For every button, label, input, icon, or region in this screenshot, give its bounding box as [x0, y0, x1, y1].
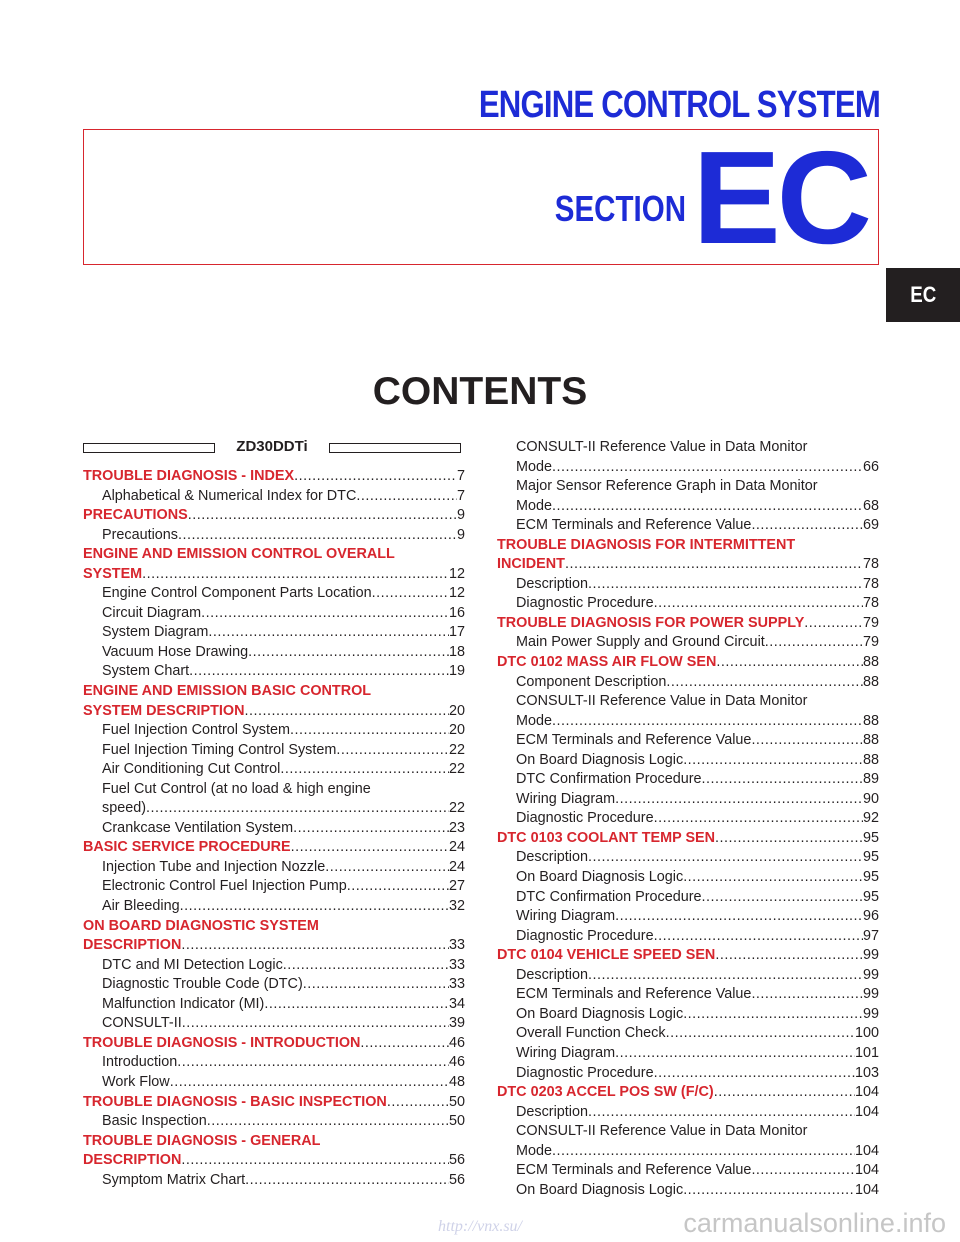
toc-page-number: 16 — [448, 604, 465, 621]
toc-entry-title: Mode — [516, 497, 552, 514]
toc-entry[interactable] — [83, 741, 465, 761]
toc-entry-title: Wiring Diagram — [516, 908, 616, 925]
toc-entry-title: Diagnostic Procedure — [516, 595, 654, 612]
toc-leader-dots — [347, 877, 449, 897]
toc-entry[interactable] — [497, 751, 879, 771]
toc-page-number: 7 — [456, 468, 465, 484]
toc-leader-dots — [666, 1024, 855, 1044]
toc-leader-dots — [716, 653, 863, 673]
toc-entry[interactable] — [83, 604, 465, 624]
toc-page-number: 33 — [448, 937, 465, 954]
toc-leader-dots — [280, 760, 449, 780]
toc-leader-dots — [142, 565, 449, 585]
toc-page-number: 12 — [448, 565, 465, 582]
toc-leader-dots — [181, 1151, 449, 1171]
toc-entry[interactable] — [497, 497, 879, 517]
toc-entry[interactable] — [497, 1103, 879, 1123]
toc-leader-dots — [751, 1161, 855, 1181]
toc-page-number: 50 — [448, 1093, 465, 1110]
toc-page-number: 17 — [448, 624, 465, 641]
toc-entry-title: Electronic Control Fuel Injection Pump — [102, 878, 347, 895]
toc-entry-title: On Board Diagnosis Logic — [516, 751, 684, 768]
toc-page-number: 18 — [448, 643, 465, 660]
toc-section-heading[interactable] — [83, 506, 465, 526]
section-code: EC — [692, 124, 868, 271]
toc-entry[interactable] — [497, 692, 879, 712]
toc-leader-dots — [552, 497, 863, 517]
toc-page-number: 95 — [862, 888, 879, 905]
toc-page-number: 9 — [456, 507, 465, 524]
toc-section-heading[interactable] — [497, 536, 879, 556]
toc-page-number: 22 — [448, 800, 465, 817]
toc-entry-title: Diagnostic Procedure — [516, 927, 654, 944]
toc-page-number: 104 — [854, 1103, 879, 1120]
toc-page-number: 101 — [854, 1044, 879, 1061]
toc-page-number: 88 — [862, 712, 879, 729]
toc-entry-title: DESCRIPTION — [83, 1152, 182, 1169]
toc-page-number: 27 — [448, 878, 465, 895]
toc-entry[interactable] — [497, 985, 879, 1005]
toc-leader-dots — [654, 1064, 855, 1084]
toc-entry-title: Fuel Injection Control System — [102, 722, 290, 739]
toc-left-column — [83, 467, 465, 1190]
toc-entry[interactable] — [83, 1171, 465, 1191]
toc-page-number: 33 — [448, 976, 465, 993]
toc-section-heading[interactable] — [83, 702, 465, 722]
toc-page-number: 56 — [448, 1152, 465, 1169]
toc-leader-dots — [615, 907, 863, 927]
toc-entry-title: ENGINE AND EMISSION CONTROL OVERALL — [83, 546, 395, 563]
toc-page-number: 7 — [456, 487, 465, 504]
toc-page-number: 104 — [854, 1142, 879, 1159]
toc-entry-title: Component Description — [516, 673, 667, 690]
toc-leader-dots — [552, 1142, 855, 1162]
toc-entry-title: speed) — [102, 800, 147, 817]
toc-page-number: 46 — [448, 1054, 465, 1071]
toc-entry-title: Air Bleeding — [102, 898, 180, 915]
toc-page-number: 78 — [862, 575, 879, 592]
model-bar — [83, 440, 461, 456]
toc-page-number: 78 — [862, 595, 879, 612]
toc-leader-dots — [177, 1053, 449, 1073]
toc-entry[interactable] — [497, 458, 879, 478]
toc-entry-title: Work Flow — [102, 1073, 170, 1090]
toc-entry-title: ECM Terminals and Reference Value — [516, 517, 752, 534]
toc-entry[interactable] — [83, 584, 465, 604]
toc-entry[interactable] — [497, 1024, 879, 1044]
toc-entry-title: DTC and MI Detection Logic — [102, 956, 283, 973]
toc-section-heading[interactable] — [497, 946, 879, 966]
toc-leader-dots — [654, 809, 863, 829]
toc-leader-dots — [283, 956, 449, 976]
toc-entry-title: On Board Diagnosis Logic — [516, 1181, 684, 1198]
toc-leader-dots — [291, 838, 449, 858]
toc-page-number: 104 — [854, 1084, 879, 1101]
toc-leader-dots — [188, 506, 457, 526]
toc-section-heading[interactable] — [83, 1132, 465, 1152]
toc-entry-title: System Diagram — [102, 624, 209, 641]
toc-entry[interactable] — [83, 799, 465, 819]
toc-page-number: 90 — [862, 790, 879, 807]
toc-leader-dots — [372, 584, 449, 604]
side-tab-label: EC — [910, 282, 936, 307]
toc-entry-title: Vacuum Hose Drawing — [102, 643, 249, 660]
toc-entry-title: Diagnostic Procedure — [516, 1064, 654, 1081]
toc-entry-title: DTC Confirmation Procedure — [516, 771, 702, 788]
toc-leader-dots — [804, 614, 863, 634]
toc-leader-dots — [360, 1034, 449, 1054]
toc-entry-title: Description — [516, 966, 588, 983]
toc-entry[interactable] — [83, 858, 465, 878]
toc-leader-dots — [245, 702, 449, 722]
toc-entry-title: Injection Tube and Injection Nozzle — [102, 858, 326, 875]
toc-entry-title: BASIC SERVICE PROCEDURE — [83, 839, 291, 856]
section-box — [83, 124, 879, 271]
toc-entry-title: Wiring Diagram — [516, 1044, 616, 1061]
toc-leader-dots — [303, 975, 449, 995]
toc-entry-title: TROUBLE DIAGNOSIS FOR POWER SUPPLY — [497, 614, 805, 631]
section-title: ENGINE CONTROL SYSTEM — [478, 84, 880, 126]
toc-entry-title: ECM Terminals and Reference Value — [516, 986, 752, 1003]
toc-entry[interactable] — [497, 516, 879, 536]
toc-entry-title: ECM Terminals and Reference Value — [516, 732, 752, 749]
toc-leader-dots — [715, 829, 863, 849]
toc-entry[interactable] — [497, 809, 879, 829]
toc-entry[interactable] — [497, 927, 879, 947]
toc-leader-dots — [702, 770, 863, 790]
toc-entry-title: DESCRIPTION — [83, 937, 182, 954]
toc-entry-title: DTC 0102 MASS AIR FLOW SEN — [497, 654, 717, 671]
toc-leader-dots — [356, 487, 457, 507]
toc-leader-dots — [181, 936, 449, 956]
toc-page-number: 104 — [854, 1162, 879, 1179]
toc-page-number: 88 — [862, 732, 879, 749]
toc-entry[interactable] — [83, 1112, 465, 1132]
toc-entry-title: TROUBLE DIAGNOSIS - BASIC INSPECTION — [83, 1093, 387, 1110]
toc-page-number: 95 — [862, 829, 879, 846]
toc-leader-dots — [588, 966, 863, 986]
toc-page-number: 9 — [456, 526, 465, 543]
toc-page-number: 79 — [862, 634, 879, 651]
toc-page-number: 34 — [448, 995, 465, 1012]
toc-page-number: 103 — [854, 1064, 879, 1081]
toc-entry[interactable] — [83, 760, 465, 780]
toc-leader-dots — [565, 555, 863, 575]
watermark: carmanualsonline.info — [683, 1208, 946, 1238]
toc-entry[interactable] — [497, 868, 879, 888]
toc-entry-title: Diagnostic Procedure — [516, 810, 654, 827]
toc-entry-title: INCIDENT — [497, 556, 565, 573]
contents-heading: CONTENTS — [372, 370, 588, 413]
toc-page-number: 99 — [862, 1005, 879, 1022]
toc-page-number: 48 — [448, 1073, 465, 1090]
toc-leader-dots — [654, 927, 863, 947]
toc-entry[interactable] — [83, 975, 465, 995]
toc-leader-dots — [293, 819, 449, 839]
toc-page-number: 92 — [862, 810, 879, 827]
toc-entry-title: Basic Inspection — [102, 1113, 207, 1130]
toc-entry-title: System Chart — [102, 663, 190, 680]
toc-entry[interactable] — [497, 770, 879, 790]
toc-page-number: 24 — [448, 858, 465, 875]
toc-section-heading[interactable] — [497, 555, 879, 575]
toc-page-number: 104 — [854, 1181, 879, 1198]
toc-entry[interactable] — [83, 995, 465, 1015]
toc-leader-dots — [683, 868, 863, 888]
toc-entry[interactable] — [497, 477, 879, 497]
toc-entry[interactable] — [497, 888, 879, 908]
toc-leader-dots — [552, 458, 863, 478]
toc-leader-dots — [325, 858, 449, 878]
toc-page-number: 22 — [448, 761, 465, 778]
toc-section-heading[interactable] — [497, 653, 879, 673]
toc-entry[interactable] — [83, 721, 465, 741]
toc-page-number: 50 — [448, 1113, 465, 1130]
toc-page-number: 12 — [448, 585, 465, 602]
toc-entry[interactable] — [83, 1053, 465, 1073]
toc-entry-title: Malfunction Indicator (MI) — [102, 995, 265, 1012]
section-label: SECTION — [554, 188, 686, 229]
toc-leader-dots — [751, 985, 863, 1005]
toc-section-heading[interactable] — [83, 565, 465, 585]
toc-leader-dots — [588, 1103, 855, 1123]
toc-page-number: 23 — [448, 819, 465, 836]
toc-section-heading[interactable] — [497, 829, 879, 849]
toc-leader-dots — [189, 662, 449, 682]
toc-entry-title: Circuit Diagram — [102, 604, 202, 621]
toc-page-number: 32 — [448, 898, 465, 915]
toc-leader-dots — [290, 721, 449, 741]
toc-entry-title: Air Conditioning Cut Control — [102, 761, 281, 778]
toc-entry-title: CONSULT-II — [102, 1015, 182, 1032]
toc-section-heading[interactable] — [83, 917, 465, 937]
toc-entry-title: PRECAUTIONS — [83, 507, 188, 524]
toc-section-heading[interactable] — [83, 936, 465, 956]
toc-section-heading[interactable] — [83, 682, 465, 702]
toc-leader-dots — [146, 799, 449, 819]
toc-entry-title: DTC 0103 COOLANT TEMP SEN — [497, 829, 716, 846]
toc-section-heading[interactable] — [83, 545, 465, 565]
toc-leader-dots — [654, 594, 863, 614]
toc-page-number: 99 — [862, 947, 879, 964]
toc-leader-dots — [714, 1083, 855, 1103]
toc-entry-title: Engine Control Component Parts Location — [102, 585, 372, 602]
toc-entry[interactable] — [83, 819, 465, 839]
toc-page-number: 78 — [862, 556, 879, 573]
toc-leader-dots — [245, 1171, 449, 1191]
toc-entry-title: ON BOARD DIAGNOSTIC SYSTEM — [83, 917, 319, 934]
toc-leader-dots — [683, 1181, 855, 1201]
toc-section-heading[interactable] — [83, 467, 465, 487]
toc-entry-title: CONSULT-II Reference Value in Data Monitor — [516, 693, 808, 710]
toc-leader-dots — [615, 790, 863, 810]
toc-page-number: 46 — [448, 1034, 465, 1051]
toc-entry-title: Description — [516, 575, 588, 592]
toc-entry-title: DTC Confirmation Procedure — [516, 888, 702, 905]
toc-leader-dots — [336, 741, 449, 761]
toc-entry-title: Diagnostic Trouble Code (DTC) — [102, 976, 303, 993]
toc-leader-dots — [751, 516, 863, 536]
toc-entry-title: TROUBLE DIAGNOSIS - INDEX — [83, 468, 295, 484]
toc-entry-title: Symptom Matrix Chart — [102, 1171, 246, 1188]
toc-entry[interactable] — [497, 1005, 879, 1025]
toc-entry-title: Crankcase Ventilation System — [102, 819, 294, 836]
toc-entry[interactable] — [497, 790, 879, 810]
toc-entry[interactable] — [497, 1044, 879, 1064]
toc-page-number: 69 — [862, 517, 879, 534]
toc-entry[interactable] — [83, 623, 465, 643]
model-label: ZD30DDTi — [236, 438, 308, 455]
toc-entry[interactable] — [497, 575, 879, 595]
toc-leader-dots — [552, 712, 863, 732]
model-bar-right-rule — [329, 443, 461, 453]
toc-entry-title: Major Sensor Reference Graph in Data Monitor — [516, 478, 818, 495]
toc-section-heading[interactable] — [497, 1083, 879, 1103]
toc-entry-title: CONSULT-II Reference Value in Data Monitor — [516, 439, 808, 455]
toc-entry-title: ECM Terminals and Reference Value — [516, 1162, 752, 1179]
toc-page-number: 89 — [862, 771, 879, 788]
toc-entry[interactable] — [497, 966, 879, 986]
toc-page-number: 88 — [862, 751, 879, 768]
toc-leader-dots — [201, 604, 449, 624]
toc-entry[interactable] — [83, 956, 465, 976]
toc-entry[interactable] — [497, 1064, 879, 1084]
toc-leader-dots — [588, 848, 863, 868]
toc-entry-title: Fuel Cut Control (at no load & high engine — [102, 780, 371, 797]
toc-entry-title: TROUBLE DIAGNOSIS - INTRODUCTION — [83, 1034, 361, 1051]
toc-leader-dots — [702, 888, 863, 908]
toc-entry-title: DTC 0203 ACCEL POS SW (F/C) — [497, 1084, 714, 1101]
toc-entry-title: TROUBLE DIAGNOSIS - GENERAL — [83, 1132, 321, 1149]
toc-entry-title: Fuel Injection Timing Control System — [102, 741, 337, 758]
toc-leader-dots — [751, 731, 863, 751]
toc-entry[interactable] — [83, 1073, 465, 1093]
toc-entry[interactable] — [83, 780, 465, 800]
toc-entry[interactable] — [83, 526, 465, 546]
toc-entry[interactable] — [83, 1014, 465, 1034]
toc-leader-dots — [178, 526, 457, 546]
toc-leader-dots — [765, 633, 863, 653]
toc-page-number: 100 — [854, 1025, 879, 1042]
toc-page-number: 88 — [862, 654, 879, 671]
toc-entry[interactable] — [497, 673, 879, 693]
toc-leader-dots — [666, 673, 863, 693]
toc-right-column — [497, 438, 879, 1200]
toc-entry[interactable] — [497, 594, 879, 614]
toc-page-number: 39 — [448, 1015, 465, 1032]
toc-leader-dots — [264, 995, 449, 1015]
toc-page-number: 33 — [448, 956, 465, 973]
toc-entry[interactable] — [497, 1161, 879, 1181]
toc-entry[interactable] — [497, 1142, 879, 1162]
toc-section-heading[interactable] — [83, 1034, 465, 1054]
toc-leader-dots — [208, 623, 449, 643]
toc-entry-title: SYSTEM — [83, 565, 143, 582]
toc-page-number: 79 — [862, 614, 879, 631]
toc-entry[interactable] — [497, 633, 879, 653]
toc-page-number: 95 — [862, 849, 879, 866]
toc-entry[interactable] — [497, 1181, 879, 1201]
toc-entry[interactable] — [83, 662, 465, 682]
toc-section-heading[interactable] — [83, 1151, 465, 1171]
toc-entry-title: On Board Diagnosis Logic — [516, 1005, 684, 1022]
toc-entry-title: SYSTEM DESCRIPTION — [83, 702, 245, 719]
toc-entry[interactable] — [83, 897, 465, 917]
toc-page-number: 99 — [862, 966, 879, 983]
toc-section-heading[interactable] — [497, 614, 879, 634]
toc-entry-title: On Board Diagnosis Logic — [516, 869, 684, 886]
toc-page-number: 99 — [862, 986, 879, 1003]
toc-section-heading[interactable] — [83, 1093, 465, 1113]
toc-entry[interactable] — [497, 1122, 879, 1142]
toc-entry-title: Precautions — [102, 526, 178, 543]
toc-entry-title: Description — [516, 1103, 588, 1120]
toc-entry-title: CONSULT-II Reference Value in Data Monitor — [516, 1123, 808, 1140]
toc-entry[interactable] — [497, 848, 879, 868]
toc-entry-title: TROUBLE DIAGNOSIS FOR INTERMITTENT — [497, 536, 796, 553]
toc-leader-dots — [248, 643, 449, 663]
toc-entry[interactable] — [497, 438, 879, 458]
toc-entry-title: Mode — [516, 1142, 552, 1159]
toc-leader-dots — [683, 751, 863, 771]
side-section-tab[interactable] — [886, 268, 960, 322]
toc-page-number: 20 — [448, 722, 465, 739]
footer-url[interactable]: http://vnx.su/ — [438, 1218, 522, 1235]
toc-entry-title: Mode — [516, 712, 552, 729]
toc-page-number: 68 — [862, 497, 879, 514]
toc-leader-dots — [294, 467, 457, 487]
toc-page-number: 88 — [862, 673, 879, 690]
toc-page-number: 95 — [862, 869, 879, 886]
toc-page-number: 19 — [448, 663, 465, 680]
toc-page-number: 56 — [448, 1171, 465, 1188]
toc-page-number: 96 — [862, 908, 879, 925]
toc-leader-dots — [615, 1044, 855, 1064]
toc-entry-title: Alphabetical & Numerical Index for DTC — [102, 487, 357, 504]
toc-entry[interactable] — [497, 907, 879, 927]
toc-page-number: 20 — [448, 702, 465, 719]
toc-leader-dots — [715, 946, 863, 966]
toc-entry[interactable] — [497, 731, 879, 751]
toc-entry-title: Introduction — [102, 1054, 178, 1071]
toc-entry-title: Wiring Diagram — [516, 790, 616, 807]
toc-entry[interactable] — [497, 712, 879, 732]
toc-leader-dots — [683, 1005, 863, 1025]
toc-leader-dots — [180, 897, 449, 917]
toc-section-heading[interactable] — [83, 838, 465, 858]
toc-leader-dots — [588, 575, 863, 595]
model-bar-left-rule — [83, 443, 215, 453]
toc-entry-title: DTC 0104 VEHICLE SPEED SEN — [497, 947, 716, 964]
toc-entry-title: ENGINE AND EMISSION BASIC CONTROL — [83, 683, 372, 700]
toc-page-number: 24 — [448, 839, 465, 856]
toc-entry-title: Mode — [516, 458, 552, 475]
toc-entry[interactable] — [83, 877, 465, 897]
toc-entry[interactable] — [83, 643, 465, 663]
toc-page-number: 66 — [862, 458, 879, 475]
toc-leader-dots — [207, 1112, 449, 1132]
toc-page-number: 22 — [448, 741, 465, 758]
toc-entry-title: Main Power Supply and Ground Circuit — [516, 634, 765, 651]
toc-leader-dots — [387, 1093, 449, 1113]
toc-page-number: 97 — [862, 927, 879, 944]
toc-leader-dots — [170, 1073, 449, 1093]
toc-entry-title: Description — [516, 849, 588, 866]
toc-entry[interactable] — [83, 487, 465, 507]
toc-leader-dots — [182, 1014, 449, 1034]
toc-entry-title: Overall Function Check — [516, 1025, 666, 1042]
